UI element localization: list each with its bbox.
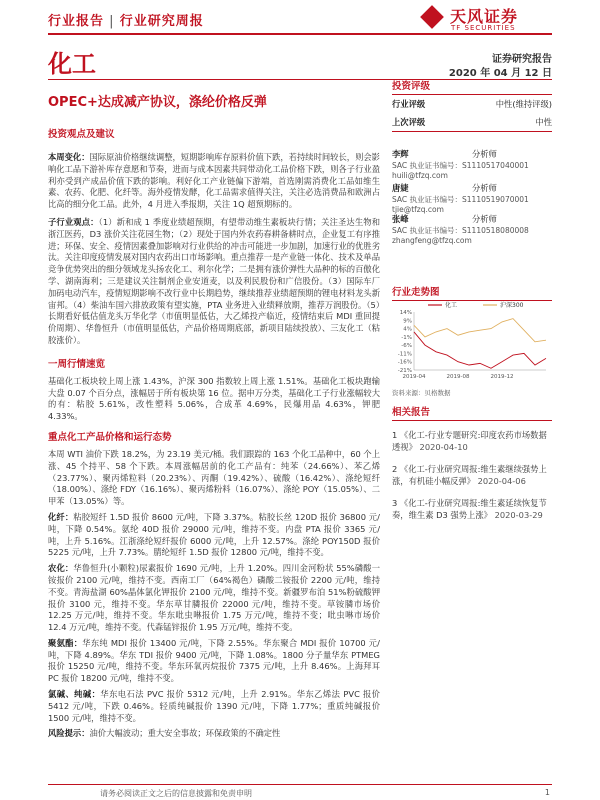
page-number: 1 xyxy=(544,788,550,797)
related-title: 相关报告 xyxy=(392,404,552,421)
company-logo xyxy=(420,4,550,34)
related-report-1[interactable] xyxy=(392,429,552,453)
analyst-email[interactable]: tjie@tfzq.com xyxy=(392,205,444,214)
y-tick-label: -6% xyxy=(401,343,412,350)
related-report-3[interactable] xyxy=(392,497,552,521)
analyst-cert: SAC 执业证书编号：S1110517040001 xyxy=(392,161,529,170)
series-line-0 xyxy=(414,332,546,368)
rating-box xyxy=(392,78,552,132)
report-date: 2020 年 04 月 12 日 xyxy=(448,68,552,79)
related-report-text: 2 《化工-行业研究周报:维生素继续强势上涨，有机硅小幅反弹》 xyxy=(392,464,547,486)
rating-title: 投资评级 xyxy=(392,78,552,95)
x-tick-label: 2019-12 xyxy=(490,374,514,380)
report-type: 证券研究报告 xyxy=(492,54,552,65)
report-subtitle: OPEC+达成减产协议，涤纶价格反弹 xyxy=(48,95,267,110)
page-title: 化工 xyxy=(48,50,96,78)
footer-rule xyxy=(48,784,552,785)
agri-paragraph xyxy=(48,563,380,634)
analyst-name: 李辉 xyxy=(392,149,409,159)
weekly-heading: 一周行情速览 xyxy=(48,358,106,370)
logo-mark-icon xyxy=(420,5,444,29)
trend-box xyxy=(392,284,552,301)
views-paragraph-2 xyxy=(48,217,380,347)
related-report-text: 1 《化工-行业专题研究:印度农药市场数据透视》 xyxy=(392,430,547,452)
polyurethane-paragraph xyxy=(48,638,380,685)
analyst-email[interactable]: huili@tfzq.com xyxy=(392,171,448,180)
rating-value: 中性(维持评级) xyxy=(495,99,552,109)
fiber-label: 化纤： xyxy=(48,511,74,522)
related-report-date: 2020-03-29 xyxy=(494,510,543,520)
header-separator: | xyxy=(109,14,115,29)
polyurethane-label: 聚氨酯： xyxy=(48,637,83,648)
rating-value: 中性 xyxy=(535,117,552,127)
risk-text: 油价大幅波动；重大安全事故；环保政策的不确定性 xyxy=(89,728,281,739)
report-series: 行业研究周报 xyxy=(119,14,204,29)
alkali-text: 华东电石法 PVC 报价 5312 元/吨，上升 2.91%。华东乙烯法 PVC 报价 5412 元/吨，下跌 0.46%。轻质纯碱报价 1390 元/吨，下降 1.77%；重质纯碱报价 1500 元/吨，维持不变。 xyxy=(48,689,380,723)
weekly-paragraph: 基础化工板块较上周上涨 1.43%，沪深 300 指数较上周上涨 1.51%。基础化工板块跑输大盘 0.07 个百分点，涨幅居于所有板块第 16 位。据申万分类，基础化工子行业涨幅较大的有：粘胶 5.61%，改性塑料 5.06%，合成革 4.69%，民爆用品 4.63%，钾肥 4.33%。 xyxy=(48,375,380,422)
alkali-paragraph xyxy=(48,689,380,724)
analyst-name: 唐婕 xyxy=(392,183,409,193)
views-p2-text: （1）新和成 1 季度业绩超预期，有望带动维生素板块行情；关注圣达生物和浙江医药，D3 涨价关注花园生物；（2）现处于国内外农药春耕备耕时点，企业复工有序推进；环保、安全、疫情因素叠加影响对行业供给的冲击可能进一步加剧，加速行业的优胜劣汰。关注印度疫情发展对国内农药出口市场影响。重点推荐一是产业链一体化、技术及单品竞争优势突出的细分领域龙头扬农化工、利尔化学；二是拥有涨价弹性大品种的标的百傲化学、湖南海利；三是建议关注制剂企业安道麦，以及利民股份和广信股份。（3）国际车厂加码电动汽车，疫情短期影响不改行业中长期趋势，继续推荐业绩超预期的锂电材料龙头新宙邦。（4）柴油车国六排放政策有望实施，PTA 业务进入业绩释放期，推荐万润股份。（5）长期看好低估值龙头万华化学（市值明显低估，大乙烯投产临近，疫情结束后 MDI 重回提价周期）、华鲁恒升（市值明显低估，产品价格周期底部，新项目陆续投放）、三友化工（粘胶涨价）。 xyxy=(48,216,380,345)
series-line-1 xyxy=(414,319,546,342)
header-rule xyxy=(48,33,552,35)
related-report-text: 3 《化工-行业研究周报:维生素延续恢复节奏，维生素 D3 强势上涨》 xyxy=(392,498,547,520)
logo-en: TF SECURITIES xyxy=(451,24,516,32)
y-tick-label: -1% xyxy=(401,334,412,341)
x-tick-label: 2019-08 xyxy=(446,374,470,380)
analyst-role: 分析师 xyxy=(472,214,497,224)
y-tick-label: 14% xyxy=(399,310,412,316)
related-report-2[interactable] xyxy=(392,463,552,487)
footer-disclaimer: 请务必阅读正文之后的信息披露和免责申明 xyxy=(100,789,252,798)
analyst-name: 张峰 xyxy=(392,214,409,224)
products-heading: 重点化工产品价格和运行态势 xyxy=(48,431,172,443)
main-column xyxy=(48,126,380,740)
views-heading: 投资观点及建议 xyxy=(48,129,115,140)
chart-source: 资料来源：贝格数据 xyxy=(392,389,451,397)
fiber-text: 粘胶短纤 1.5D 报价 8600 元/吨，下降 3.37%。粘胶长丝 120D 报价 36800 元/吨，下降 0.54%。氨纶 40D 报价 29000 元/吨，维持不变。内盘 PTA 报价 3365 元/吨，上升 5.16%。江浙涤纶短纤报价 6000 元/吨，上升 12.57%。涤纶 POY150D 报价 5225 元/吨，上升 7.73%。腈纶短纤 1.5D 报价 12800 元/吨，维持不变。 xyxy=(48,511,380,558)
rating-row-previous xyxy=(392,113,552,132)
alkali-label: 氯碱、纯碱： xyxy=(48,689,101,700)
analyst-role: 分析师 xyxy=(472,183,497,193)
legend-label: 沪深300 xyxy=(500,302,524,309)
analyst-3 xyxy=(392,213,552,257)
analyst-cert: SAC 执业证书编号：S1110518080008 xyxy=(392,226,529,235)
trend-title: 行业走势图 xyxy=(392,284,552,301)
polyurethane-text: 华东纯 MDI 报价 13400 元/吨，下降 2.55%。华东聚合 MDI 报价 10700 元/吨，下降 4.89%。华东 TDI 报价 9400 元/吨，下降 1.08%。1800 分子量华东 PTMEG 报价 15250 元/吨，维持不变。华东环氧丙烷报价 7375 元/吨，上升 8.46%。上海拜耳 PC 报价 18200 元/吨，维持不变。 xyxy=(48,637,380,684)
rating-key: 上次评级 xyxy=(392,117,426,127)
rating-row-industry xyxy=(392,95,552,113)
analyst-email[interactable]: zhangfeng@tfzq.com xyxy=(392,236,472,245)
y-tick-label: 9% xyxy=(403,318,412,325)
views-p1-label: 本周变化： xyxy=(48,152,90,162)
risk-paragraph xyxy=(48,728,380,740)
y-tick-label: 4% xyxy=(403,326,412,333)
views-paragraph-1 xyxy=(48,152,380,211)
views-p2-label: 子行业观点： xyxy=(48,216,99,227)
trend-chart xyxy=(392,300,552,382)
x-tick-label: 2019-04 xyxy=(402,374,426,380)
agri-label: 农化： xyxy=(48,563,74,574)
fiber-paragraph xyxy=(48,512,380,559)
related-box xyxy=(392,404,552,521)
legend-label: 化工 xyxy=(445,302,458,309)
analyst-cert: SAC 执业证书编号：S1110519070001 xyxy=(392,195,529,204)
header-series xyxy=(48,10,204,29)
y-tick-label: -11% xyxy=(397,351,412,358)
views-p1-text: 国际原油价格继续调整，短期影响库存原料价值下跌，若持续时间较长，则会影响化工品下游补库存意愿和节奏，进而与成本因素共同带动化工品价格下跌，则各子行业盈利亦受到产成品价值下跌的影响。利好化工产业链偏下游端，首选刚需消费化工品如维生素、农药、化肥、化纤等。海外疫情发酵，化工品需求值得关注，关注必选消费品和欧洲占比高的细分化工品。此外，4 月进入季报期，关注 1Q 超预期标的。 xyxy=(48,152,380,210)
logo-cn: 天风证券 xyxy=(450,7,519,26)
report-kind: 行业报告 xyxy=(48,14,105,29)
y-tick-label: -16% xyxy=(397,359,412,366)
y-tick-label: -21% xyxy=(397,368,412,374)
agri-text: 华鲁恒升(小颗粒)尿素报价 1690 元/吨，上升 1.20%。四川金河粉状 55%磷酸一铵报价 2100 元/吨，维持不变。西南工厂（64%褐色）磷酸二铵报价 2200 元/吨，维持不变。青海盐湖 60%晶体氯化钾报价 2100 元/吨，维持不变。新疆罗布泊 51%粉硫酸钾报价 3100 元，维持不变。华东草甘膦报价 22000 元/吨，维持不变。草铵膦市场价 12.25 万元/吨，维持不变。华东吡虫啉报价 1.75 万元/吨，维持不变；吡虫啉市场价 12.4 万元/吨，维持不变。代森锰锌报价 1.95 万元/吨，维持不变。 xyxy=(48,563,380,633)
analyst-role: 分析师 xyxy=(472,149,497,159)
related-report-date: 2020-04-10 xyxy=(419,442,468,452)
risk-label: 风险提示： xyxy=(48,728,90,739)
products-paragraph: 本周 WTI 油价下跌 18.2%，为 23.19 美元/桶。我们跟踪的 163 个化工品种中，60 个上涨、45 个持平、58 个下跌。本周涨幅居前的化工产品有：纯苯（24.66%）、苯乙烯（23.77%）、聚丙烯粒料（20.23%）、丙酮（19.42%）、硫酸（16.42%）、涤纶短纤（18.00%）、涤纶 FDY（16.16%）、聚丙烯粉料（16.07%）、涤纶 POY（15.05%）、二甲苯（13.05%）等。 xyxy=(48,448,380,507)
rating-key: 行业评级 xyxy=(392,99,426,109)
related-report-date: 2020-04-06 xyxy=(477,476,526,486)
